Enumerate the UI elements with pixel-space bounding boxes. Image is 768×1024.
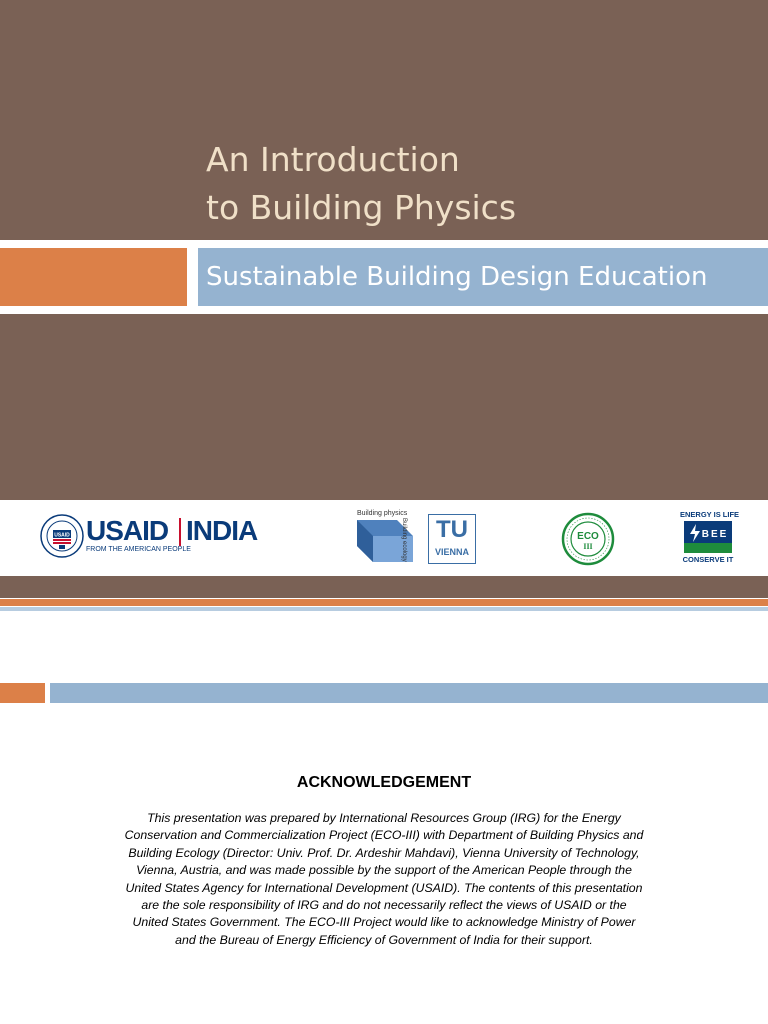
usaid-divider	[179, 518, 181, 546]
vienna-label: VIENNA	[434, 547, 469, 557]
usaid-seal-icon	[40, 514, 84, 558]
eco3-emblem-icon	[561, 512, 615, 566]
bee-bottom-text: CONSERVE IT	[682, 555, 734, 564]
footer-stripe-orange	[0, 599, 768, 606]
accent-block-orange	[0, 248, 187, 306]
eco3-label: ECO	[577, 531, 599, 542]
slide-subtitle: Sustainable Building Design Education	[206, 262, 708, 292]
bee-middle-text: BEE	[701, 529, 729, 540]
slide-title	[206, 136, 746, 232]
usaid-india-logo	[40, 512, 290, 562]
usaid-seal-text: USAID	[54, 532, 70, 539]
acknowledgement-body: This presentation was prepared by International Resources Group (IRG) for the Energy Conservation and Commercialization Project (ECO-III) with Department of Building Physics and Building Ecology (Director: Univ. Prof. Dr. Ardeshir Mahdavi), Vienna University of Technology, Vienna, Austria, and was made possible by the support of the American People through the United States Agency for International Development (USAID). The contents of this presentation are the sole responsibility of IRG and do not necessarily reflect the views of USAID or the United States Government. The ECO-III Project would like to acknowledge Ministry of Power and the Bureau of Energy Efficiency of Government of India for their support.	[124, 811, 644, 947]
slide2-header-bar	[50, 683, 768, 703]
title-line-1: An Introduction	[206, 140, 460, 179]
tu-label: TU	[436, 516, 468, 543]
slide2-accent-orange	[0, 683, 45, 703]
logo-strip	[0, 500, 768, 576]
tu-vienna-logo	[355, 510, 480, 566]
usaid-tagline: FROM THE AMERICAN PEOPLE	[86, 546, 191, 553]
footer-stripe-blue	[0, 607, 768, 611]
eco3-numeral: III	[583, 542, 593, 551]
usaid-country: INDIA	[186, 515, 258, 546]
middle-band	[0, 314, 768, 500]
bee-top-text: ENERGY IS LIFE	[680, 510, 740, 519]
tu-vienna-box	[428, 514, 476, 564]
eco3-logo	[561, 512, 615, 566]
usaid-wordmark: USAID	[86, 515, 169, 546]
building-ecology-label: Building ecology	[401, 518, 407, 562]
footer-band-brown	[0, 576, 768, 598]
bee-logo	[680, 510, 740, 566]
acknowledgement-heading: ACKNOWLEDGEMENT	[296, 774, 472, 791]
bee-green-stripe	[684, 543, 732, 553]
building-physics-label: Building physics	[357, 510, 408, 517]
title-line-2: to Building Physics	[206, 188, 517, 227]
bee-emblem	[684, 521, 732, 553]
